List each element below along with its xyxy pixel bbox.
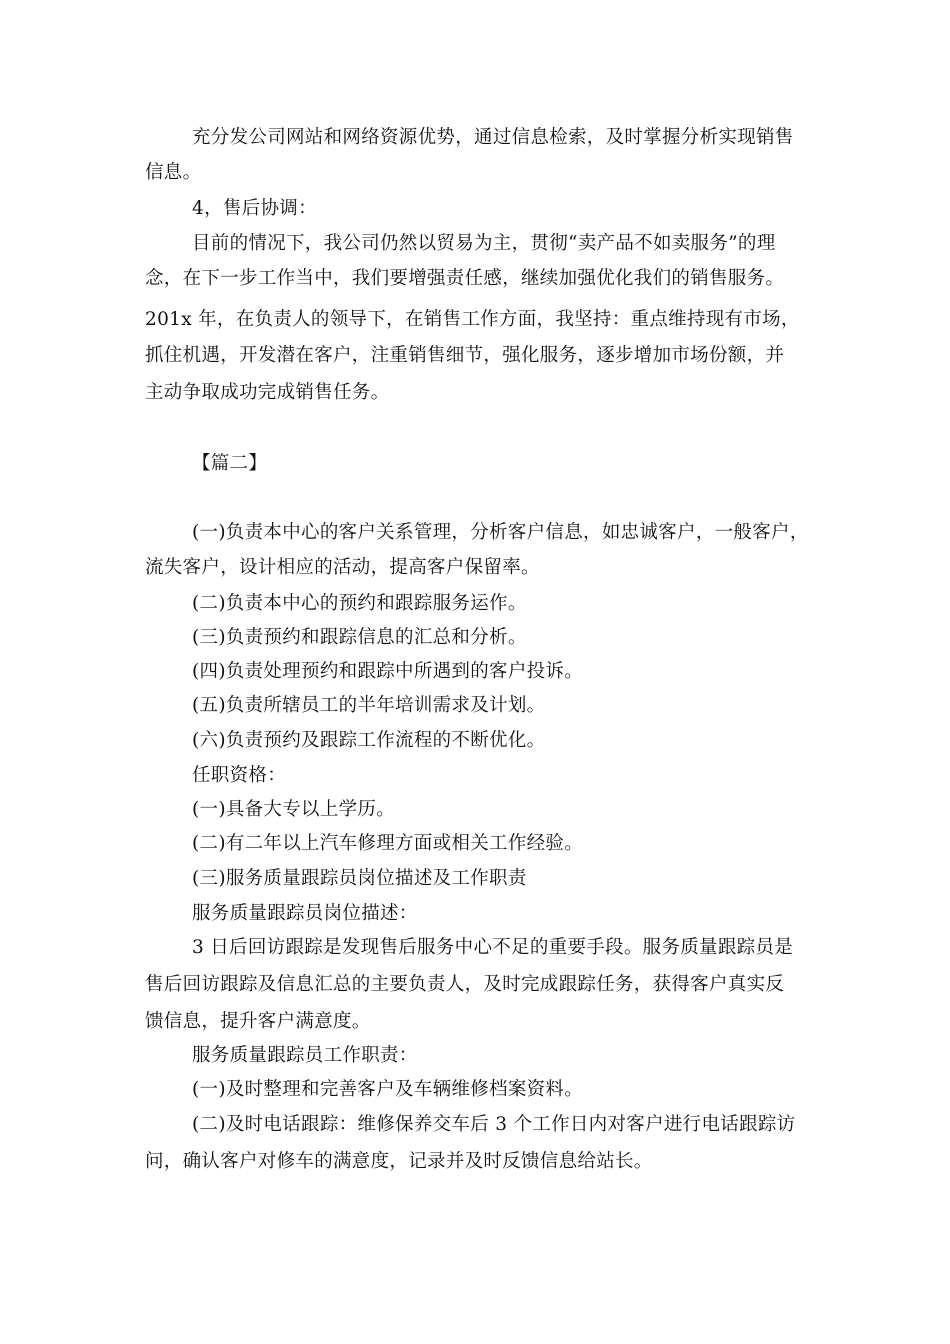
- subheading: 服务质量跟踪员工作职责：: [192, 1045, 418, 1066]
- paragraph-line: 201x 年，在负责人的领导下，在销售工作方面，我坚持：重点维持现有市场，: [145, 309, 800, 330]
- list-item: (一)具备大专以上学历。: [192, 799, 396, 820]
- list-item: (三)负责预约和跟踪信息的汇总和分析。: [192, 627, 527, 648]
- paragraph-line: 流失客户，设计相应的活动，提高客户保留率。: [145, 557, 540, 578]
- paragraph-line: 3 日后回访跟踪是发现售后服务中心不足的重要手段。服务质量跟踪员是: [192, 937, 794, 958]
- list-item: (六)负责预约及跟踪工作流程的不断优化。: [192, 730, 546, 751]
- list-item: (二)负责本中心的预约和跟踪服务运作。: [192, 593, 527, 614]
- list-item: (一)及时整理和完善客户及车辆维修档案资料。: [192, 1079, 584, 1100]
- list-item: (二)及时电话跟踪：维修保养交车后 3 个工作日内对客户进行电话跟踪访: [192, 1114, 796, 1135]
- list-item: (五)负责所辖员工的半年培训需求及计划。: [192, 695, 546, 716]
- paragraph-line: 主动争取成功完成销售任务。: [145, 382, 390, 403]
- section-heading: 【篇二】: [192, 453, 268, 474]
- paragraph-line: 问，确认客户对修车的满意度，记录并及时反馈信息给站长。: [145, 1151, 653, 1172]
- list-item: (四)负责处理预约和跟踪中所遇到的客户投诉。: [192, 661, 584, 682]
- paragraph-line: 充分发公司网站和网络资源优势，通过信息检索，及时掌握分析实现销售: [192, 127, 794, 148]
- paragraph-line: 馈信息，提升客户满意度。: [145, 1011, 371, 1032]
- list-item: (二)有二年以上汽车修理方面或相关工作经验。: [192, 833, 584, 854]
- paragraph-line: 信息。: [145, 162, 202, 183]
- list-item: (三)服务质量跟踪员岗位描述及工作职责: [192, 868, 527, 889]
- subheading: 任职资格：: [192, 765, 287, 786]
- paragraph-line: 4，售后协调：: [192, 198, 317, 219]
- subheading: 服务质量跟踪员岗位描述：: [192, 903, 418, 924]
- paragraph-line: 念，在下一步工作当中，我们要增强责任感，继续加强优化我们的销售服务。: [145, 268, 785, 289]
- paragraph-line: (一)负责本中心的客户关系管理，分析客户信息，如忠诚客户，一般客户，: [192, 522, 809, 543]
- paragraph-line: 目前的情况下，我公司仍然以贸易为主，贯彻“卖产品不如卖服务”的理: [192, 233, 776, 254]
- paragraph-line: 抓住机遇，开发潜在客户，注重销售细节，强化服务，逐步增加市场份额，并: [145, 345, 785, 366]
- paragraph-line: 售后回访跟踪及信息汇总的主要负责人，及时完成跟踪任务，获得客户真实反: [145, 974, 785, 995]
